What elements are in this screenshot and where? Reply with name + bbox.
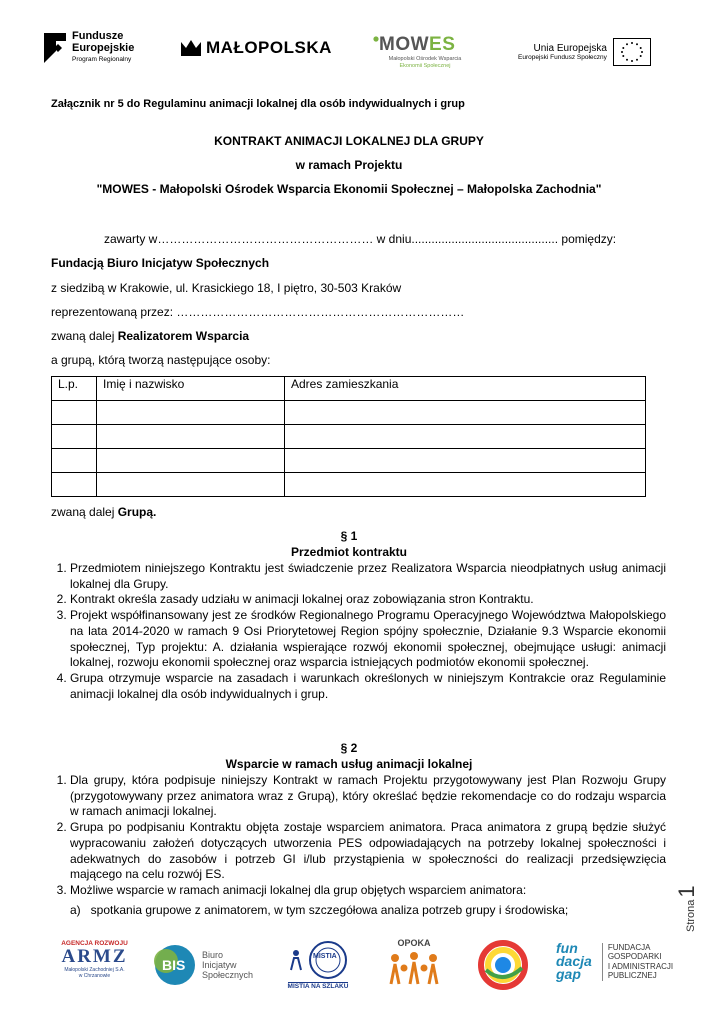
list-item: 4. Grupa otrzymuje wsparcie na zasadach i warunkach określonych w niniejszym Kontrakcie oraz Regulaminie animacji lokalnej dla osób indywidualnych i grup. [70,671,666,702]
table-cell[interactable] [52,449,97,473]
group-intro: a grupą, którą tworzą następujące osoby: [51,353,271,367]
section2-sign: § 2 [340,741,358,755]
unia-europejska-logo: Unia Europejska Europejski Fundusz Społeczny [518,38,651,66]
list-item: 3. Projekt współfinansowany jest ze środków Regionalnego Programu Operacyjnego Województwa Małopolskiego na lata 2014-2020 w ramach 9 Osi Priorytetowej Region spójny społecznie, Działanie 9.3 Wsparcie ekonomii społecznej, Typ projektu: A. działania wspierające rozwój ekonomii społecznej, obejmujące usługi: animacji lokalnej, rozwoju ekonomii społecznej oraz wsparcia istniejących podmiotów ekonomii społecznej. [70,608,666,671]
contract-subtitle: w ramach Projektu [295,158,403,172]
table-cell[interactable] [52,401,97,425]
table-header-row [52,377,646,401]
table-row [52,473,646,497]
col-name: Imię i nazwisko [97,377,285,401]
fundacja-gap-logo: fun dacja gap FUNDACJA GOSPODARKI I ADMINISTRACJI PUBLICZNEJ [556,940,674,982]
concluded-line: zawarty w……………………………………………… w dniu............................................ pomiędzy: [104,232,617,246]
table-cell[interactable] [97,401,285,425]
section1-sign: § 1 [340,529,358,543]
members-table [51,376,646,497]
table-row [52,449,646,473]
bis-logo: BIS Biuro Inicjatyw Społecznych [152,943,253,987]
list-item: 2. Grupa po podpisaniu Kontraktu objęta zostaje wsparciem animatora. Praca animatora z grupą będzie służyć wypracowaniu założeń dotyczących utworzenia PES odpowiadających na potrzeby lokalnej społeczności i adekwatnych do zasobów i potrzeb GI i/lub przystąpienia w społeczności do realizacji przedsięwzięcia mającego na celu rozwój ES. [70,820,666,883]
opoka-logo: OPOKA [384,938,444,988]
table-cell[interactable] [97,425,285,449]
armz-logo: AGENCJA ROZWOJU ARMZ Małopolski Zachodniej S.A. w Chrzanowie [61,940,128,979]
list-item: 1. Przedmiotem niniejszego Kontraktu jest świadczenie przez Realizatora Wsparcia nieodpłatnych usług animacji lokalnej dla Grupy. [70,561,666,592]
table-cell[interactable] [285,401,646,425]
eu-flag-icon [613,38,651,66]
opoka-people-icon [387,948,441,988]
table-cell[interactable] [52,473,97,497]
malopolska-logo: MAŁOPOLSKA [180,38,332,58]
table-cell[interactable] [97,449,285,473]
foundation-name: Fundacją Biuro Inicjatyw Społecznych [51,256,270,270]
annex-reference: Załącznik nr 5 do Regulaminu animacji lokalnej dla osób indywidualnych i grup [51,98,465,110]
col-address: Adres zamieszkania [285,377,646,401]
mistia-figure-icon [288,949,304,971]
table-row [52,425,646,449]
project-name: "MOWES - Małopolski Ośrodek Wsparcia Ekonomii Społecznej – Małopolska Zachodnia" [96,182,602,196]
table-cell[interactable] [285,473,646,497]
mistia-badge-icon [308,940,348,980]
section2-list [51,773,666,899]
table-cell[interactable] [97,473,285,497]
foundation-seat: z siedzibą w Krakowie, ul. Krasickiego 18, I piętro, 30-503 Kraków [51,281,402,295]
list-item: 1. Dla grupy, która podpisuje niniejszy Kontrakt w ramach Projektu przygotowywany jest Plan Rozwoju Grupy (przygotowywany przez animatora wraz z Grupą), który określać będzie rekomendacje co do rodzaju wsparcia w ramach animacji lokalnej. [70,773,666,820]
list-item: 3. Możliwe wsparcie w ramach animacji lokalnej dla grup objętych wsparciem animatora: [70,883,666,899]
page-number: Strona1 [674,885,699,932]
fe-star-icon [42,31,68,65]
section2-sub-item-a: a) spotkania grupowe z animatorem, w tym szczegółowa analiza potrzeb grupy i środowiska; [70,903,569,917]
mowes-logo: MOWES Małopolski Ośrodek Wsparcia Ekonomii Społecznej [373,34,477,69]
mistia-logo: MISTIA MISTIA NA SZLAKU [282,940,354,990]
list-item: 2. Kontrakt określa zasady udziału w animacji lokalnej oraz zobowiązania stron Kontraktu. [70,592,666,608]
circle-logo [478,940,528,990]
table-cell[interactable] [285,425,646,449]
called-group: zwaną dalej Grupą. [51,505,157,519]
colorful-circle-icon [478,940,528,990]
contract-title: KONTRAKT ANIMACJI LOKALNEJ DLA GRUPY [214,134,484,148]
table-cell[interactable] [285,449,646,473]
col-lp: L.p. [52,377,97,401]
table-row [52,401,646,425]
section2-title: Wsparcie w ramach usług animacji lokalnej [225,757,473,771]
fundusze-europejskie-logo: Fundusze Europejskie Program Regionalny [42,30,134,66]
malopolska-crown-icon [180,39,202,57]
table-cell[interactable] [52,425,97,449]
represented-by: reprezentowaną przez: ……………………………………………………………… [51,305,465,319]
section1-list [51,561,666,702]
section1-title: Przedmiot kontraktu [290,545,407,559]
called-realizator: zwaną dalej Realizatorem Wsparcia [51,329,250,343]
